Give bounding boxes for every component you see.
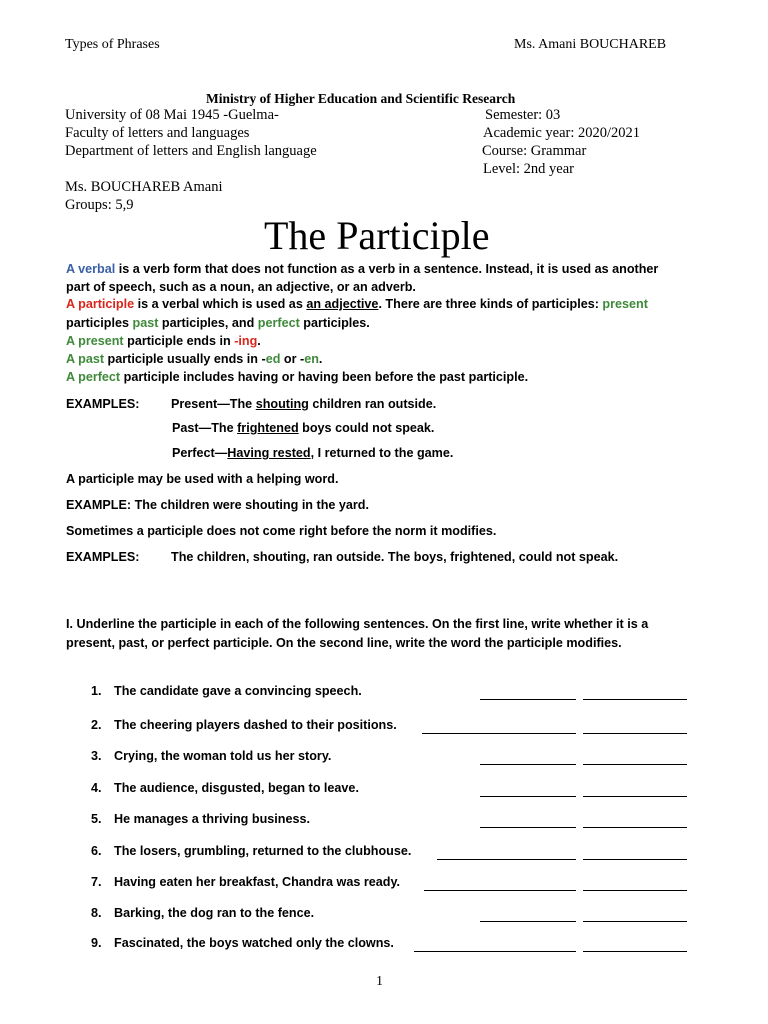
definition-text: participles — [66, 316, 133, 330]
groups-line: Groups: 5,9 — [65, 197, 134, 213]
definition-verbal-line-2: part of speech, such as a noun, an adjective, or an adverb. — [66, 280, 416, 294]
exercise-item-sentence: Having eaten her breakfast, Chandra was ready. — [114, 875, 401, 889]
definition-text: . There are three kinds of participles: — [378, 297, 603, 311]
helping-word-note: A participle may be used with a helping word. — [66, 472, 339, 486]
running-header-left: Types of Phrases — [65, 37, 160, 52]
exercise-item-sentence: Fascinated, the boys watched only the clowns. — [114, 936, 394, 950]
answer-line-participle-type[interactable] — [480, 909, 576, 922]
kind-past: past — [132, 316, 159, 330]
term-verbal: A verbal — [66, 262, 116, 276]
page-number: 1 — [376, 974, 383, 989]
academic-year-line: Academic year: 2020/2021 — [483, 125, 641, 141]
exercise-item-number: 8. — [91, 906, 102, 920]
example-helping-line — [66, 498, 369, 512]
answer-line-modified-word[interactable] — [583, 815, 687, 828]
example-text: children ran outside. — [308, 397, 437, 411]
underlined-participle: frightened — [237, 421, 299, 435]
answer-line-participle-type[interactable] — [480, 815, 576, 828]
example-text: Past—The — [172, 421, 238, 435]
example-text: boys could not speak. — [298, 421, 435, 435]
exercise-item-number: 9. — [91, 936, 102, 950]
answer-line-modified-word[interactable] — [583, 752, 687, 765]
semester-line: Semester: 03 — [485, 107, 561, 123]
answer-line-participle-type[interactable] — [422, 721, 576, 734]
answer-line-participle-type[interactable] — [480, 687, 576, 700]
term-perfect: A perfect — [66, 370, 121, 384]
level-line: Level: 2nd year — [483, 161, 574, 177]
definition-past-line — [66, 352, 322, 366]
definition-text: participles, and — [158, 316, 258, 330]
kind-perfect: perfect — [257, 316, 300, 330]
exercise-instruction-line-1: I. Underline the participle in each of the following sentences. On the first line, write whether it is a — [66, 617, 649, 631]
faculty-line: Faculty of letters and languages — [65, 125, 250, 141]
page-title: The Participle — [264, 213, 490, 258]
ministry-heading: Ministry of Higher Education and Scientific Research — [206, 91, 516, 106]
exercise-item-sentence: The audience, disgusted, began to leave. — [114, 781, 359, 795]
answer-line-participle-type[interactable] — [437, 847, 576, 860]
definition-text: is a verb form that does not function as a verb in a sentence. Instead, it is used as another — [115, 262, 659, 276]
answer-line-modified-word[interactable] — [583, 784, 687, 797]
department-line: Department of letters and English language — [65, 143, 317, 159]
definition-text: . — [318, 352, 323, 366]
example-text: Present—The — [171, 397, 256, 411]
exercise-item-number: 5. — [91, 812, 102, 826]
term-participle: A participle — [66, 297, 135, 311]
definition-text: participle includes having or having been before the past participle. — [120, 370, 529, 384]
definition-text: is a verbal which is used as — [134, 297, 307, 311]
definition-kinds-line — [66, 316, 370, 330]
example-text: Perfect— — [172, 446, 228, 460]
answer-line-modified-word[interactable] — [583, 909, 687, 922]
answer-line-modified-word[interactable] — [583, 878, 687, 891]
definition-text: . — [257, 334, 261, 348]
exercise-instruction-line-2: present, past, or perfect participle. On the second line, write the word the participle modifies. — [66, 636, 622, 650]
examples-label: EXAMPLES: — [66, 397, 140, 411]
underlined-participle: Having rested — [227, 446, 311, 460]
answer-line-modified-word[interactable] — [583, 721, 687, 734]
exercise-item-number: 6. — [91, 844, 102, 858]
course-line: Course: Grammar — [482, 143, 587, 159]
answer-line-modified-word[interactable] — [583, 939, 687, 952]
examples-text-2: The children, shouting, ran outside. The boys, frightened, could not speak. — [171, 550, 619, 564]
definition-text: participle usually ends in - — [104, 352, 266, 366]
example-label: EXAMPLE: — [66, 498, 132, 512]
exercise-item-number: 7. — [91, 875, 102, 889]
definition-participle-line — [66, 297, 648, 311]
definition-perfect-line — [66, 370, 528, 384]
exercise-item-sentence: The cheering players dashed to their positions. — [114, 718, 397, 732]
exercise-item-sentence: He manages a thriving business. — [114, 812, 310, 826]
exercise-item-number: 3. — [91, 749, 102, 763]
underlined-participle: shouting — [255, 397, 309, 411]
definition-text: participle ends in — [123, 334, 235, 348]
answer-line-participle-type[interactable] — [414, 939, 576, 952]
definition-text: participles. — [299, 316, 370, 330]
university-line: University of 08 Mai 1945 -Guelma- — [65, 107, 279, 123]
answer-line-modified-word[interactable] — [583, 687, 687, 700]
exercise-item-sentence: The losers, grumbling, returned to the clubhouse. — [114, 844, 412, 858]
answer-line-participle-type[interactable] — [480, 784, 576, 797]
running-header-right: Ms. Amani BOUCHAREB — [514, 37, 667, 52]
exercise-item-sentence: Crying, the woman told us her story. — [114, 749, 332, 763]
exercise-item-sentence: The candidate gave a convincing speech. — [114, 684, 362, 698]
examples-label-2: EXAMPLES: — [66, 550, 140, 564]
teacher-name: Ms. BOUCHAREB Amani — [65, 179, 223, 195]
answer-line-participle-type[interactable] — [424, 878, 576, 891]
exercise-item-sentence: Barking, the dog ran to the fence. — [114, 906, 315, 920]
example-present — [171, 397, 436, 411]
suffix-ed: ed — [265, 352, 281, 366]
definition-verbal-line-1 — [66, 262, 658, 276]
example-text: , I returned to the game. — [310, 446, 454, 460]
example-perfect — [172, 446, 453, 460]
definition-present-line — [66, 334, 261, 348]
definition-text: or - — [280, 352, 305, 366]
position-note: Sometimes a participle does not come right before the norm it modifies. — [66, 524, 497, 538]
answer-line-participle-type[interactable] — [480, 752, 576, 765]
exercise-item-number: 1. — [91, 684, 102, 698]
underlined-adjective: an adjective — [306, 297, 379, 311]
term-past: A past — [66, 352, 105, 366]
answer-line-modified-word[interactable] — [583, 847, 687, 860]
term-present: A present — [66, 334, 124, 348]
example-text: The children were shouting in the yard. — [131, 498, 369, 512]
suffix-en: en — [304, 352, 319, 366]
exercise-item-number: 4. — [91, 781, 102, 795]
exercise-item-number: 2. — [91, 718, 102, 732]
example-past — [172, 421, 434, 435]
suffix-ing: -ing — [234, 334, 258, 348]
kind-present: present — [602, 297, 648, 311]
